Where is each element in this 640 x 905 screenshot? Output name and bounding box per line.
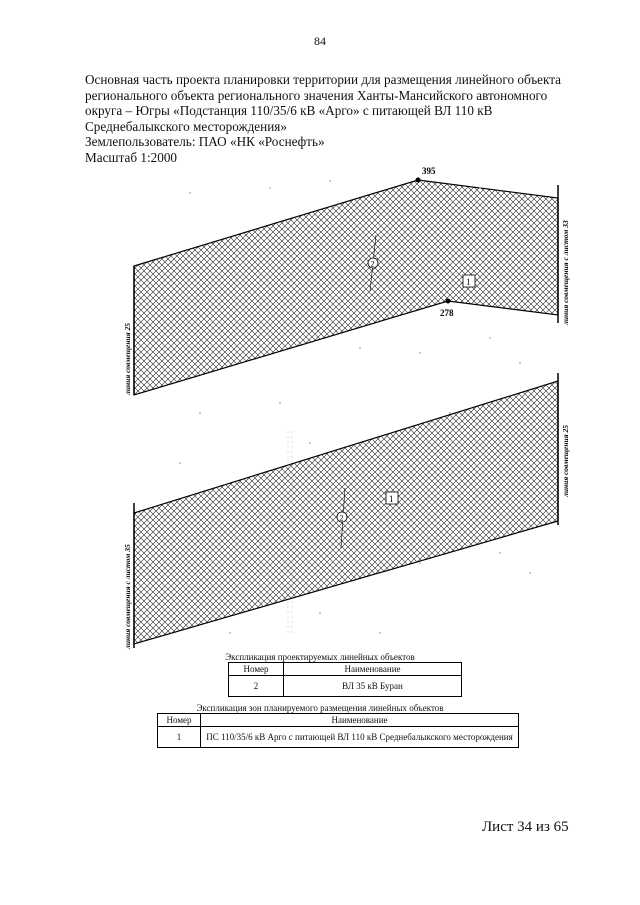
junction-label-left-bottom: линия совмещения с листом 35 [123,544,132,649]
table-header-row [229,663,462,676]
junction-label-right-bottom: линия совмещения 25 [561,425,570,497]
point-label-395: 395 [422,166,436,176]
zone-label: 1 [389,494,394,504]
point-marker-278 [446,299,451,304]
table-header-cell: Номер [158,714,201,727]
scale: Масштаб 1:2000 [85,149,178,165]
junction-label-left-top: линия совмещения 25 [123,323,132,395]
explication-zone-title: Экспликация зон планируемого размещения линейных объектов [196,703,444,713]
sheet-label: Лист 34 из 65 [482,819,569,835]
table-row [158,727,519,748]
junction-label-right-top: линия совмещения с листом 33 [561,220,570,325]
explication-zone-table [157,713,519,748]
table-cell: ВЛ 35 кВ Буран [284,676,462,697]
table-header-cell: Номер [229,663,284,676]
table-header-cell: Наименование [284,663,462,676]
zone-polygon-upper [134,180,558,395]
object-label: 2 [370,259,375,269]
point-label-278: 278 [440,308,454,318]
table-header-cell: Наименование [201,714,519,727]
point-marker-395 [416,178,421,183]
planning-map [120,163,580,649]
table-header-row [158,714,519,727]
land-user: Землепользователь: ПАО «НК «Роснефть» [85,134,325,150]
explication-linear-table [228,662,462,697]
header-line: округа – Югры «Подстанция 110/35/6 кВ «Арго» с питающей ВЛ 110 кВ [85,103,493,119]
header-line: Основная часть проекта планировки территории для размещения линейного объекта [85,72,562,87]
table-cell: 2 [229,676,284,697]
table-cell: 1 [158,727,201,748]
page-number: 84 [314,34,326,48]
header-line: регионального объекта регионального значения Ханты-Мансийского автономного [85,87,548,103]
object-label: 2 [339,513,344,523]
table-cell: ПС 110/35/6 кВ Арго с питающей ВЛ 110 кВ Среднебалыкского месторождения [201,727,519,748]
explication-linear-title: Экспликация проектируемых линейных объектов [225,652,415,662]
header-line: Среднебалыкского месторождения» [85,118,287,134]
zone-polygon-lower [134,381,558,644]
table-row [229,676,462,697]
zone-label: 1 [466,277,471,287]
document-header [85,72,565,166]
